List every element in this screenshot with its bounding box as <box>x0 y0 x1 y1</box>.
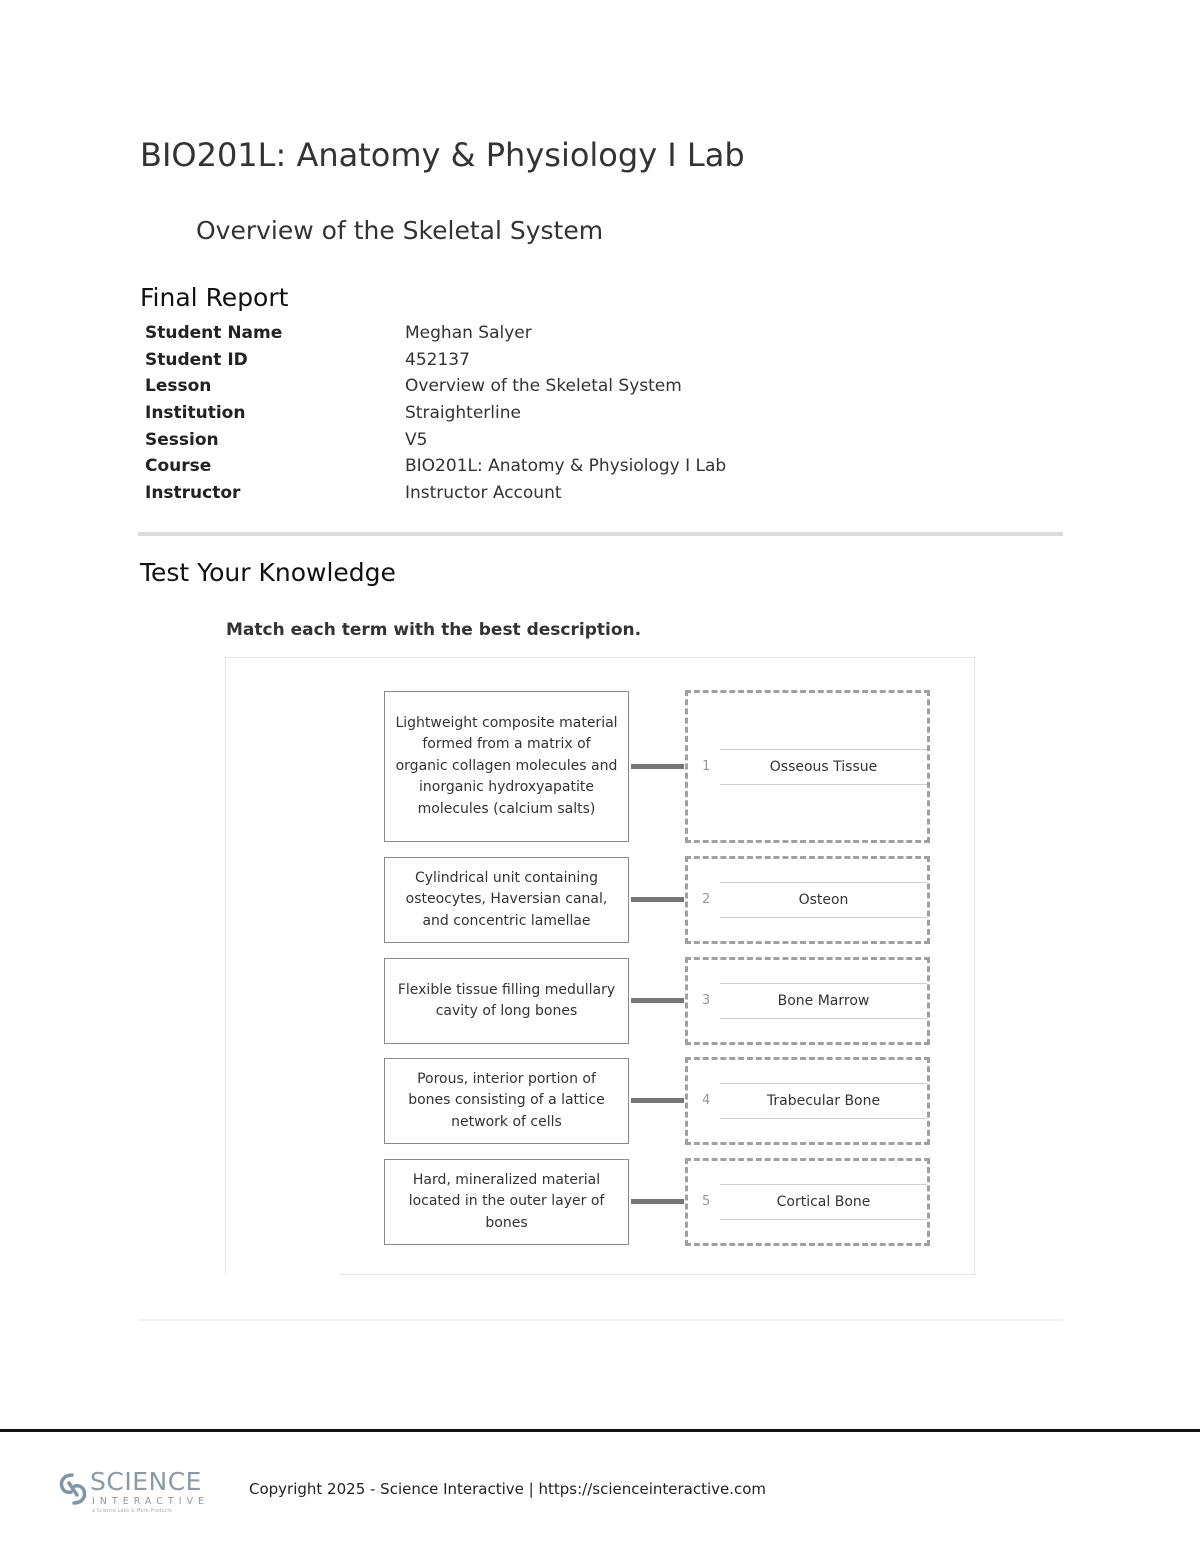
question-prompt: Match each term with the best description. <box>226 620 642 640</box>
term-chip[interactable] <box>688 749 927 785</box>
lesson-title: Overview of the Skeletal System <box>196 216 604 245</box>
term-number: 2 <box>702 892 711 907</box>
info-label: Student ID <box>145 349 248 370</box>
match-connector <box>631 764 684 769</box>
info-value: Meghan Salyer <box>405 323 532 343</box>
logo-tagline: a Science Labs & More Products <box>92 1508 172 1514</box>
copyright-text: Copyright 2025 - Science Interactive | https://scienceinteractive.com <box>249 1480 767 1498</box>
final-report-heading: Final Report <box>140 283 289 312</box>
info-value: Instructor Account <box>405 483 562 504</box>
course-title: BIO201L: Anatomy & Physiology I Lab <box>140 136 745 174</box>
science-interactive-logo <box>58 1468 218 1518</box>
description-box-1 <box>384 691 629 842</box>
term-chip[interactable] <box>688 882 927 918</box>
term-number: 4 <box>702 1093 711 1108</box>
info-label: Lesson <box>145 376 212 397</box>
term-label: Bone Marrow <box>777 993 870 1009</box>
description-box-2 <box>384 857 629 943</box>
description-box-5 <box>384 1159 629 1245</box>
term-number: 5 <box>702 1194 711 1209</box>
info-value: Straighterline <box>405 403 521 424</box>
term-label: Osteon <box>798 892 849 908</box>
info-label: Course <box>145 456 212 477</box>
test-knowledge-heading: Test Your Knowledge <box>140 558 396 587</box>
match-connector <box>631 1199 684 1204</box>
term-drop-slot-5[interactable] <box>685 1158 930 1246</box>
term-label: Cortical Bone <box>776 1194 871 1210</box>
match-connector <box>631 1098 684 1103</box>
description-text: Porous, interior portion of bones consisting of a lattice network of cells <box>408 1070 605 1130</box>
info-label: Student Name <box>145 323 283 343</box>
description-box-3 <box>384 958 629 1044</box>
description-text: Cylindrical unit containing osteocytes, Haversian canal, and concentric lamellae <box>405 869 608 929</box>
description-box-4 <box>384 1058 629 1144</box>
info-value: V5 <box>405 429 428 450</box>
term-label: Osseous Tissue <box>769 758 878 775</box>
description-text: Lightweight composite material formed from a matrix of organic collagen molecules and inorganic hydroxyapatite molecules (calcium salts) <box>395 714 618 817</box>
info-value: 452137 <box>405 349 470 370</box>
footer-divider <box>0 1429 1200 1432</box>
logo-subtitle: INTERACTIVE <box>92 1496 210 1507</box>
info-value: BIO201L: Anatomy & Physiology I Lab <box>405 456 727 477</box>
description-text: Flexible tissue filling medullary cavity of long bones <box>397 981 616 1019</box>
term-label: Trabecular Bone <box>766 1093 881 1109</box>
info-label: Session <box>145 429 219 450</box>
term-number: 1 <box>702 758 711 774</box>
term-drop-slot-2[interactable] <box>685 856 930 944</box>
match-connector <box>631 897 684 902</box>
term-drop-slot-3[interactable] <box>685 957 930 1045</box>
logo-wordmark: SCIENCE <box>90 1467 202 1496</box>
info-label: Instructor <box>145 483 241 504</box>
term-chip[interactable] <box>688 1184 927 1220</box>
description-text: Hard, mineralized material located in the outer layer of bones <box>408 1171 605 1231</box>
section-divider-bottom <box>138 1319 1063 1321</box>
logo-mark-icon <box>58 1471 88 1507</box>
info-value: Overview of the Skeletal System <box>405 376 682 397</box>
section-divider <box>138 532 1063 536</box>
match-connector <box>631 998 684 1003</box>
term-drop-slot-1[interactable] <box>685 690 930 843</box>
term-number: 3 <box>702 993 711 1008</box>
matching-container-bottom-border <box>340 1274 976 1275</box>
info-label: Institution <box>145 403 246 424</box>
term-chip[interactable] <box>688 1083 927 1119</box>
term-drop-slot-4[interactable] <box>685 1057 930 1145</box>
term-chip[interactable] <box>688 983 927 1019</box>
